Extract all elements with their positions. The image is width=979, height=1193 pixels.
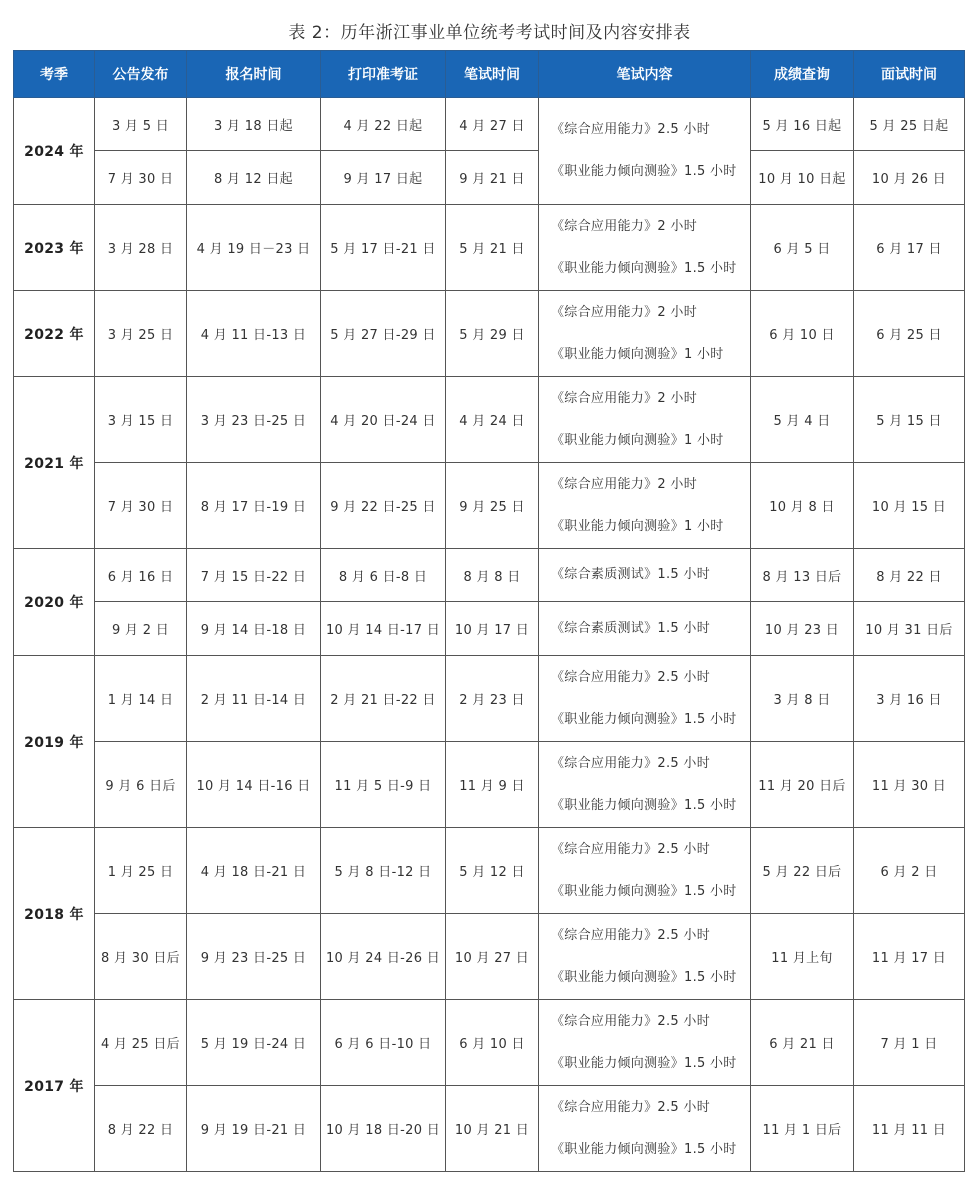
score-cell: 5 月 4 日 <box>751 377 854 463</box>
content-line: 《职业能力倾向测验》1 小时 <box>551 432 724 448</box>
admit-cell: 10 月 24 日-26 日 <box>321 914 446 1000</box>
year-cell: 2021 年 <box>14 377 95 549</box>
exam-cell: 5 月 12 日 <box>446 828 539 914</box>
col-header-exam-date: 笔试时间 <box>446 51 539 98</box>
admit-cell: 4 月 22 日起 <box>321 98 446 151</box>
col-header-score-query: 成绩查询 <box>751 51 854 98</box>
content-line: 《职业能力倾向测验》1.5 小时 <box>551 1141 737 1157</box>
interview-cell: 11 月 17 日 <box>854 914 965 1000</box>
interview-cell: 6 月 2 日 <box>854 828 965 914</box>
table-row <box>14 656 965 742</box>
notice-cell: 9 月 6 日后 <box>95 742 187 828</box>
table-row <box>14 151 965 205</box>
table-row <box>14 828 965 914</box>
content-cell <box>539 828 751 914</box>
exam-cell: 10 月 17 日 <box>446 602 539 656</box>
interview-cell: 11 月 11 日 <box>854 1086 965 1172</box>
notice-cell: 1 月 25 日 <box>95 828 187 914</box>
notice-cell: 1 月 14 日 <box>95 656 187 742</box>
year-cell: 2017 年 <box>14 1000 95 1172</box>
content-line: 《综合应用能力》2 小时 <box>551 390 698 406</box>
interview-cell: 10 月 15 日 <box>854 463 965 549</box>
content-line: 《综合应用能力》2.5 小时 <box>551 927 711 943</box>
content-cell <box>539 463 751 549</box>
content-cell <box>539 914 751 1000</box>
year-cell: 2024 年 <box>14 98 95 205</box>
content-line: 《综合应用能力》2.5 小时 <box>551 1013 711 1029</box>
table-caption: 表 2：历年浙江事业单位统考考试时间及内容安排表 <box>288 23 691 43</box>
year-cell: 2019 年 <box>14 656 95 828</box>
col-header-season: 考季 <box>14 51 95 98</box>
content-spacer <box>551 139 750 163</box>
exam-cell: 10 月 21 日 <box>446 1086 539 1172</box>
table-row <box>14 1086 965 1172</box>
admit-cell: 5 月 17 日-21 日 <box>321 205 446 291</box>
score-cell: 11 月 20 日后 <box>751 742 854 828</box>
content-line: 《职业能力倾向测验》1.5 小时 <box>551 797 737 813</box>
exam-cell: 4 月 24 日 <box>446 377 539 463</box>
header-row <box>14 51 965 98</box>
col-header-exam-content: 笔试内容 <box>539 51 751 98</box>
score-cell: 11 月上旬 <box>751 914 854 1000</box>
table-row <box>14 742 965 828</box>
exam-cell: 8 月 8 日 <box>446 549 539 602</box>
content-spacer <box>551 1117 750 1141</box>
register-cell: 5 月 19 日-24 日 <box>187 1000 321 1086</box>
exam-cell: 9 月 25 日 <box>446 463 539 549</box>
register-cell: 4 月 19 日－23 日 <box>187 205 321 291</box>
content-spacer <box>551 773 750 797</box>
admit-cell: 4 月 20 日-24 日 <box>321 377 446 463</box>
content-line: 《综合应用能力》2 小时 <box>551 218 698 234</box>
score-cell: 5 月 16 日起 <box>751 98 854 151</box>
year-cell: 2020 年 <box>14 549 95 656</box>
content-cell <box>539 602 751 656</box>
interview-cell: 11 月 30 日 <box>854 742 965 828</box>
content-cell <box>539 291 751 377</box>
exam-schedule-table <box>13 50 965 1172</box>
content-line: 《职业能力倾向测验》1.5 小时 <box>551 260 737 276</box>
content-spacer <box>551 945 750 969</box>
score-cell: 10 月 23 日 <box>751 602 854 656</box>
notice-cell: 7 月 30 日 <box>95 151 187 205</box>
table-row <box>14 205 965 291</box>
register-cell: 3 月 18 日起 <box>187 98 321 151</box>
score-cell: 3 月 8 日 <box>751 656 854 742</box>
register-cell: 8 月 17 日-19 日 <box>187 463 321 549</box>
register-cell: 3 月 23 日-25 日 <box>187 377 321 463</box>
admit-cell: 8 月 6 日-8 日 <box>321 549 446 602</box>
score-cell: 11 月 1 日后 <box>751 1086 854 1172</box>
content-line: 《综合应用能力》2.5 小时 <box>551 755 711 771</box>
exam-cell: 6 月 10 日 <box>446 1000 539 1086</box>
table-row <box>14 291 965 377</box>
register-cell: 10 月 14 日-16 日 <box>187 742 321 828</box>
admit-cell: 9 月 17 日起 <box>321 151 446 205</box>
content-spacer <box>551 687 750 711</box>
content-line: 《职业能力倾向测验》1.5 小时 <box>551 1055 737 1071</box>
content-spacer <box>551 494 750 518</box>
notice-cell: 8 月 22 日 <box>95 1086 187 1172</box>
exam-cell: 4 月 27 日 <box>446 98 539 151</box>
content-spacer <box>551 859 750 883</box>
notice-cell: 3 月 15 日 <box>95 377 187 463</box>
notice-cell: 3 月 25 日 <box>95 291 187 377</box>
content-line: 《职业能力倾向测验》1.5 小时 <box>551 883 737 899</box>
notice-cell: 4 月 25 日后 <box>95 1000 187 1086</box>
col-header-admit-ticket: 打印准考证 <box>321 51 446 98</box>
table-row <box>14 549 965 602</box>
score-cell: 8 月 13 日后 <box>751 549 854 602</box>
content-spacer <box>551 408 750 432</box>
score-cell: 5 月 22 日后 <box>751 828 854 914</box>
interview-cell: 3 月 16 日 <box>854 656 965 742</box>
admit-cell: 6 月 6 日-10 日 <box>321 1000 446 1086</box>
content-spacer <box>551 322 750 346</box>
register-cell: 4 月 11 日-13 日 <box>187 291 321 377</box>
admit-cell: 11 月 5 日-9 日 <box>321 742 446 828</box>
content-cell <box>539 98 751 205</box>
notice-cell: 8 月 30 日后 <box>95 914 187 1000</box>
table-row <box>14 1000 965 1086</box>
admit-cell: 2 月 21 日-22 日 <box>321 656 446 742</box>
notice-cell: 9 月 2 日 <box>95 602 187 656</box>
content-line: 《综合素质测试》1.5 小时 <box>551 567 711 582</box>
content-line: 《职业能力倾向测验》1.5 小时 <box>551 164 737 179</box>
notice-cell: 3 月 28 日 <box>95 205 187 291</box>
exam-cell: 10 月 27 日 <box>446 914 539 1000</box>
admit-cell: 5 月 27 日-29 日 <box>321 291 446 377</box>
exam-cell: 2 月 23 日 <box>446 656 539 742</box>
interview-cell: 10 月 26 日 <box>854 151 965 205</box>
content-cell <box>539 742 751 828</box>
content-spacer <box>551 1031 750 1055</box>
interview-cell: 5 月 25 日起 <box>854 98 965 151</box>
content-cell <box>539 1086 751 1172</box>
admit-cell: 10 月 18 日-20 日 <box>321 1086 446 1172</box>
content-line: 《综合应用能力》2.5 小时 <box>551 122 711 137</box>
content-cell <box>539 205 751 291</box>
exam-cell: 5 月 29 日 <box>446 291 539 377</box>
score-cell: 10 月 10 日起 <box>751 151 854 205</box>
year-cell: 2018 年 <box>14 828 95 1000</box>
interview-cell: 5 月 15 日 <box>854 377 965 463</box>
content-cell <box>539 549 751 602</box>
col-header-register: 报名时间 <box>187 51 321 98</box>
interview-cell: 10 月 31 日后 <box>854 602 965 656</box>
interview-cell: 6 月 17 日 <box>854 205 965 291</box>
admit-cell: 5 月 8 日-12 日 <box>321 828 446 914</box>
table-row <box>14 377 965 463</box>
content-spacer <box>551 236 750 260</box>
admit-cell: 10 月 14 日-17 日 <box>321 602 446 656</box>
content-line: 《综合应用能力》2.5 小时 <box>551 1099 711 1115</box>
content-line: 《职业能力倾向测验》1 小时 <box>551 518 724 534</box>
table-row <box>14 914 965 1000</box>
exam-cell: 5 月 21 日 <box>446 205 539 291</box>
table-row <box>14 463 965 549</box>
notice-cell: 6 月 16 日 <box>95 549 187 602</box>
content-line: 《综合应用能力》2.5 小时 <box>551 669 711 685</box>
col-header-notice: 公告发布 <box>95 51 187 98</box>
interview-cell: 6 月 25 日 <box>854 291 965 377</box>
content-cell <box>539 377 751 463</box>
content-line: 《综合应用能力》2 小时 <box>551 304 698 320</box>
exam-cell: 9 月 21 日 <box>446 151 539 205</box>
register-cell: 9 月 23 日-25 日 <box>187 914 321 1000</box>
content-line: 《职业能力倾向测验》1 小时 <box>551 346 724 362</box>
col-header-interview: 面试时间 <box>854 51 965 98</box>
score-cell: 6 月 5 日 <box>751 205 854 291</box>
register-cell: 7 月 15 日-22 日 <box>187 549 321 602</box>
table-row <box>14 602 965 656</box>
score-cell: 6 月 10 日 <box>751 291 854 377</box>
content-line: 《综合应用能力》2 小时 <box>551 476 698 492</box>
exam-cell: 11 月 9 日 <box>446 742 539 828</box>
content-cell <box>539 656 751 742</box>
notice-cell: 3 月 5 日 <box>95 98 187 151</box>
register-cell: 9 月 14 日-18 日 <box>187 602 321 656</box>
year-cell: 2022 年 <box>14 291 95 377</box>
register-cell: 9 月 19 日-21 日 <box>187 1086 321 1172</box>
content-line: 《综合素质测试》1.5 小时 <box>551 620 711 636</box>
register-cell: 2 月 11 日-14 日 <box>187 656 321 742</box>
content-line: 《综合应用能力》2.5 小时 <box>551 841 711 857</box>
content-line: 《职业能力倾向测验》1.5 小时 <box>551 969 737 985</box>
admit-cell: 9 月 22 日-25 日 <box>321 463 446 549</box>
interview-cell: 7 月 1 日 <box>854 1000 965 1086</box>
year-cell: 2023 年 <box>14 205 95 291</box>
interview-cell: 8 月 22 日 <box>854 549 965 602</box>
notice-cell: 7 月 30 日 <box>95 463 187 549</box>
content-cell <box>539 1000 751 1086</box>
score-cell: 10 月 8 日 <box>751 463 854 549</box>
score-cell: 6 月 21 日 <box>751 1000 854 1086</box>
table-row <box>14 98 965 151</box>
register-cell: 4 月 18 日-21 日 <box>187 828 321 914</box>
register-cell: 8 月 12 日起 <box>187 151 321 205</box>
content-line: 《职业能力倾向测验》1.5 小时 <box>551 711 737 727</box>
